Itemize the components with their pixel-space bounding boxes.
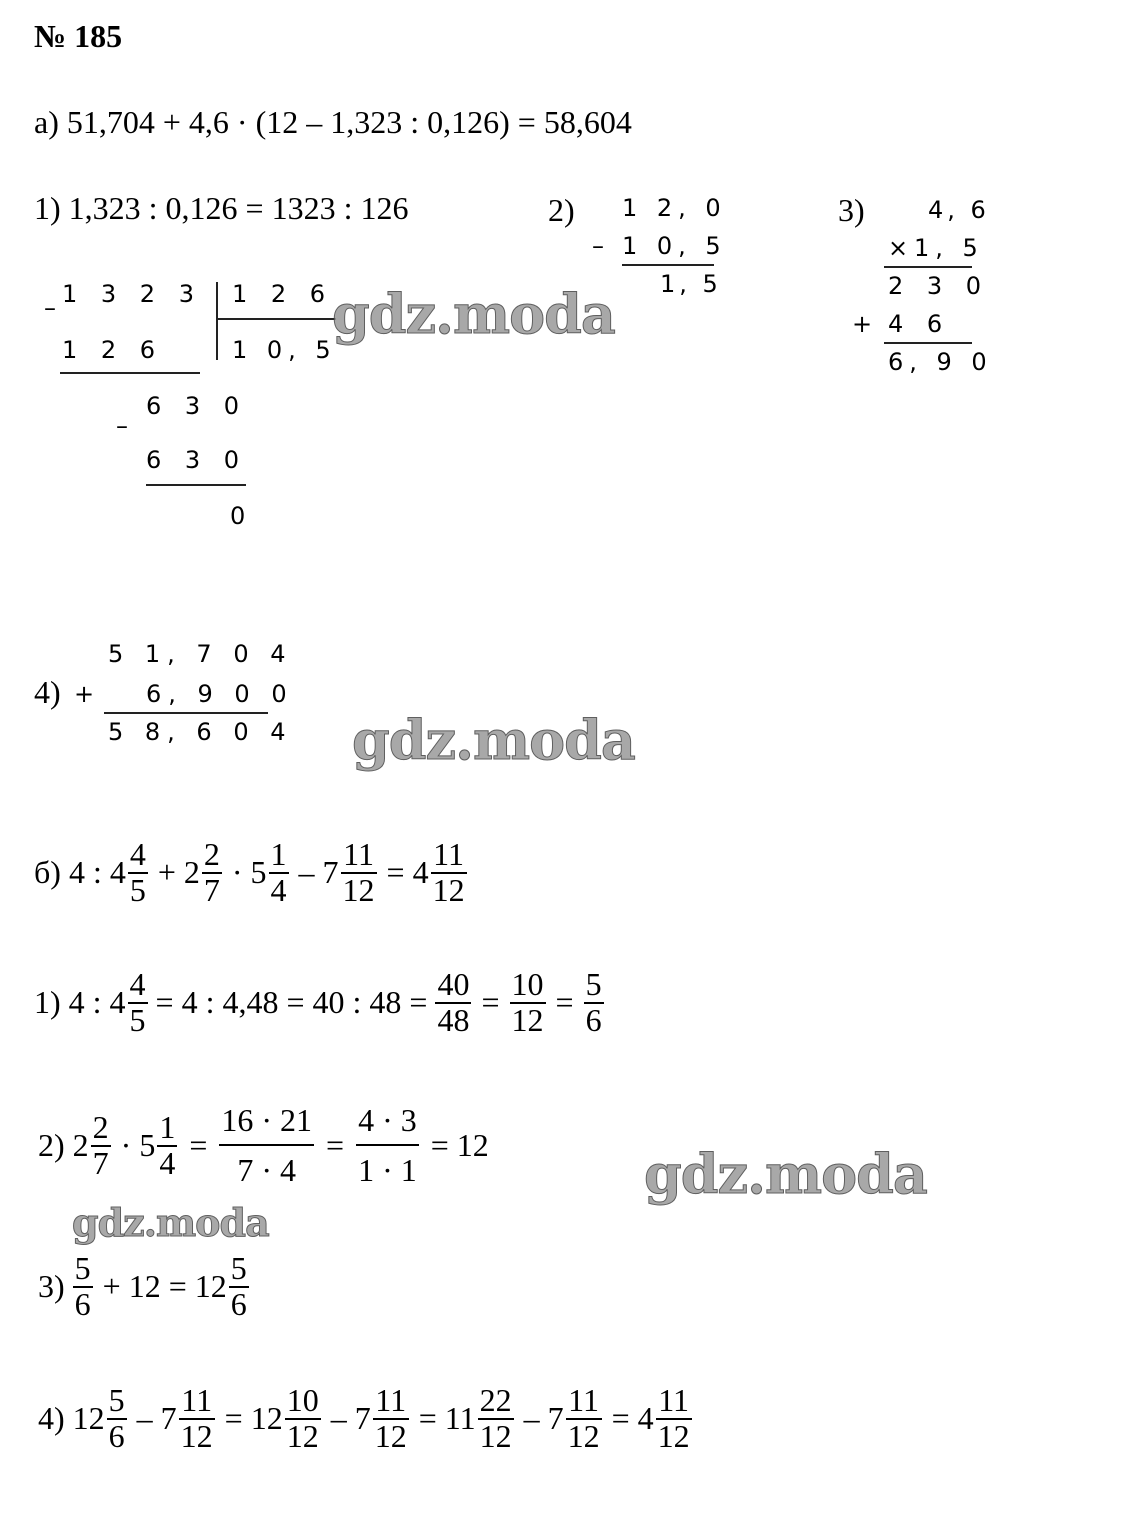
step2-label: 2)	[548, 192, 575, 228]
pb2-frac-3: $\frac{16 \cdot 21}{7 \cdot 4}$	[221, 1102, 313, 1188]
step3-bottom: 1, 5	[914, 234, 984, 262]
part-b-step2	[38, 1104, 489, 1187]
step3-label: 3)	[838, 192, 865, 228]
step2-result: 1, 5	[660, 270, 722, 298]
part-a-expression: а) 51,704 + 4,6 · (12 – 1,323 : 0,126) = 58,604	[34, 104, 632, 140]
step3-result: 6, 9 0	[888, 348, 993, 376]
pb4-frac-1: $\frac{5}{6}$	[108, 1382, 125, 1454]
step3-op-add: +	[852, 310, 873, 338]
pb4-c: = 12	[224, 1400, 283, 1437]
part-a-step1-label: 1) 1,323 : 0,126 = 1323 : 126	[34, 190, 409, 226]
pb2-frac-2: $\frac{1}{4}$	[159, 1109, 176, 1181]
part-b-step4	[38, 1384, 694, 1453]
step3-partial-1: 2 3 0	[888, 272, 990, 300]
step2-op: –	[592, 232, 604, 260]
division-quotient: 1 0, 5	[232, 336, 337, 364]
step4-op: +	[74, 680, 95, 708]
pb1-a: 1) 4 : 4	[34, 984, 126, 1021]
pb4-frac-6: $\frac{11}{12}$	[567, 1382, 600, 1454]
pb4-frac-4: $\frac{11}{12}$	[374, 1382, 407, 1454]
pb1-frac-2: $\frac{40}{48}$	[437, 966, 470, 1038]
pb-term-1: + 2	[157, 854, 200, 891]
pb4-a: 4) 12	[38, 1400, 105, 1437]
pb4-d: – 7	[330, 1400, 371, 1437]
division-bar-h	[216, 318, 336, 320]
division-line-1	[60, 372, 200, 374]
pb1-frac-4: $\frac{5}{6}$	[585, 966, 602, 1038]
pb2-a: 2) 2	[38, 1127, 89, 1164]
pb-frac-3: $\frac{1}{4}$	[270, 836, 287, 908]
pb4-frac-7: $\frac{11}{12}$	[657, 1382, 690, 1454]
pb-term-2: · 5	[231, 854, 267, 891]
division-divisor: 1 2 6	[232, 280, 334, 308]
step3-partial-2: 4 6	[888, 310, 951, 338]
watermark-2: gdz.moda	[352, 708, 635, 772]
pb3-b: + 12 = 12	[102, 1268, 227, 1305]
pb-frac-2: $\frac{2}{7}$	[203, 836, 220, 908]
pb4-frac-3: $\frac{10}{12}$	[286, 1382, 319, 1454]
division-remainder-2: 0	[230, 502, 246, 530]
step3-line-2	[884, 342, 972, 344]
pb2-eq-2: =	[326, 1127, 345, 1164]
pb3-frac-2: $\frac{5}{6}$	[230, 1250, 247, 1322]
pb-frac-1: $\frac{4}{5}$	[129, 836, 146, 908]
part-b-step1	[34, 968, 606, 1037]
pb-term-3: – 7	[298, 854, 339, 891]
pb2-frac-1: $\frac{2}{7}$	[92, 1109, 109, 1181]
step4-line	[104, 712, 268, 714]
step2-top: 1 2, 0	[622, 194, 727, 222]
part-b-step3	[38, 1252, 251, 1321]
part-b-expression	[34, 838, 469, 907]
step3-top: 4, 6	[928, 196, 990, 224]
watermark-1: gdz.moda	[332, 282, 615, 346]
division-minus-2: –	[116, 412, 128, 440]
pb4-frac-5: $\frac{22}{12}$	[479, 1382, 512, 1454]
division-minus-1: –	[44, 294, 56, 322]
pb-term-4: = 4	[386, 854, 429, 891]
step4-bottom: 6, 9 0 0	[146, 680, 294, 708]
step2-line	[622, 264, 714, 266]
step4-top: 5 1, 7 0 4	[108, 640, 293, 668]
pb1-eq-1: =	[481, 984, 500, 1021]
pb2-frac-4: $\frac{4 \cdot 3}{1 \cdot 1}$	[358, 1102, 417, 1188]
pb3-a: 3)	[38, 1268, 65, 1305]
pb2-c: = 12	[430, 1127, 489, 1164]
step4-result: 5 8, 6 0 4	[108, 718, 293, 746]
pb2-b: · 5	[120, 1127, 156, 1164]
pb4-e: = 11	[418, 1400, 476, 1437]
division-subtrahend-1: 1 2 6	[62, 336, 164, 364]
pb1-frac-1: $\frac{4}{5}$	[129, 966, 146, 1038]
step4-label: 4)	[34, 674, 61, 710]
pb2-eq-1: =	[189, 1127, 208, 1164]
watermark-4: gdz.moda	[72, 1200, 269, 1245]
watermark-3: gdz.moda	[644, 1142, 927, 1206]
pb1-b: = 4 : 4,48 = 40 : 48 =	[155, 984, 428, 1021]
pb4-b: – 7	[136, 1400, 177, 1437]
pb4-frac-2: $\frac{11}{12}$	[180, 1382, 213, 1454]
division-subtrahend-2: 6 3 0	[146, 446, 248, 474]
pb1-frac-3: $\frac{10}{12}$	[511, 966, 544, 1038]
step3-op-mul: ×	[888, 234, 909, 262]
pb-prefix: б) 4 : 4	[34, 854, 126, 891]
pb4-g: = 4	[611, 1400, 654, 1437]
division-dividend: 1 3 2 3	[62, 280, 202, 308]
step3-line-1	[884, 266, 972, 268]
division-bar	[216, 282, 218, 360]
pb-frac-5: $\frac{11}{12}$	[432, 836, 465, 908]
pb-frac-4: $\frac{11}{12}$	[342, 836, 375, 908]
pb3-frac-1: $\frac{5}{6}$	[74, 1250, 91, 1322]
step2-bottom: 1 0, 5	[622, 232, 727, 260]
pb1-eq-2: =	[555, 984, 574, 1021]
pb4-f: – 7	[523, 1400, 564, 1437]
division-line-2	[146, 484, 246, 486]
division-remainder-1: 6 3 0	[146, 392, 248, 420]
page-title: № 185	[34, 18, 123, 54]
